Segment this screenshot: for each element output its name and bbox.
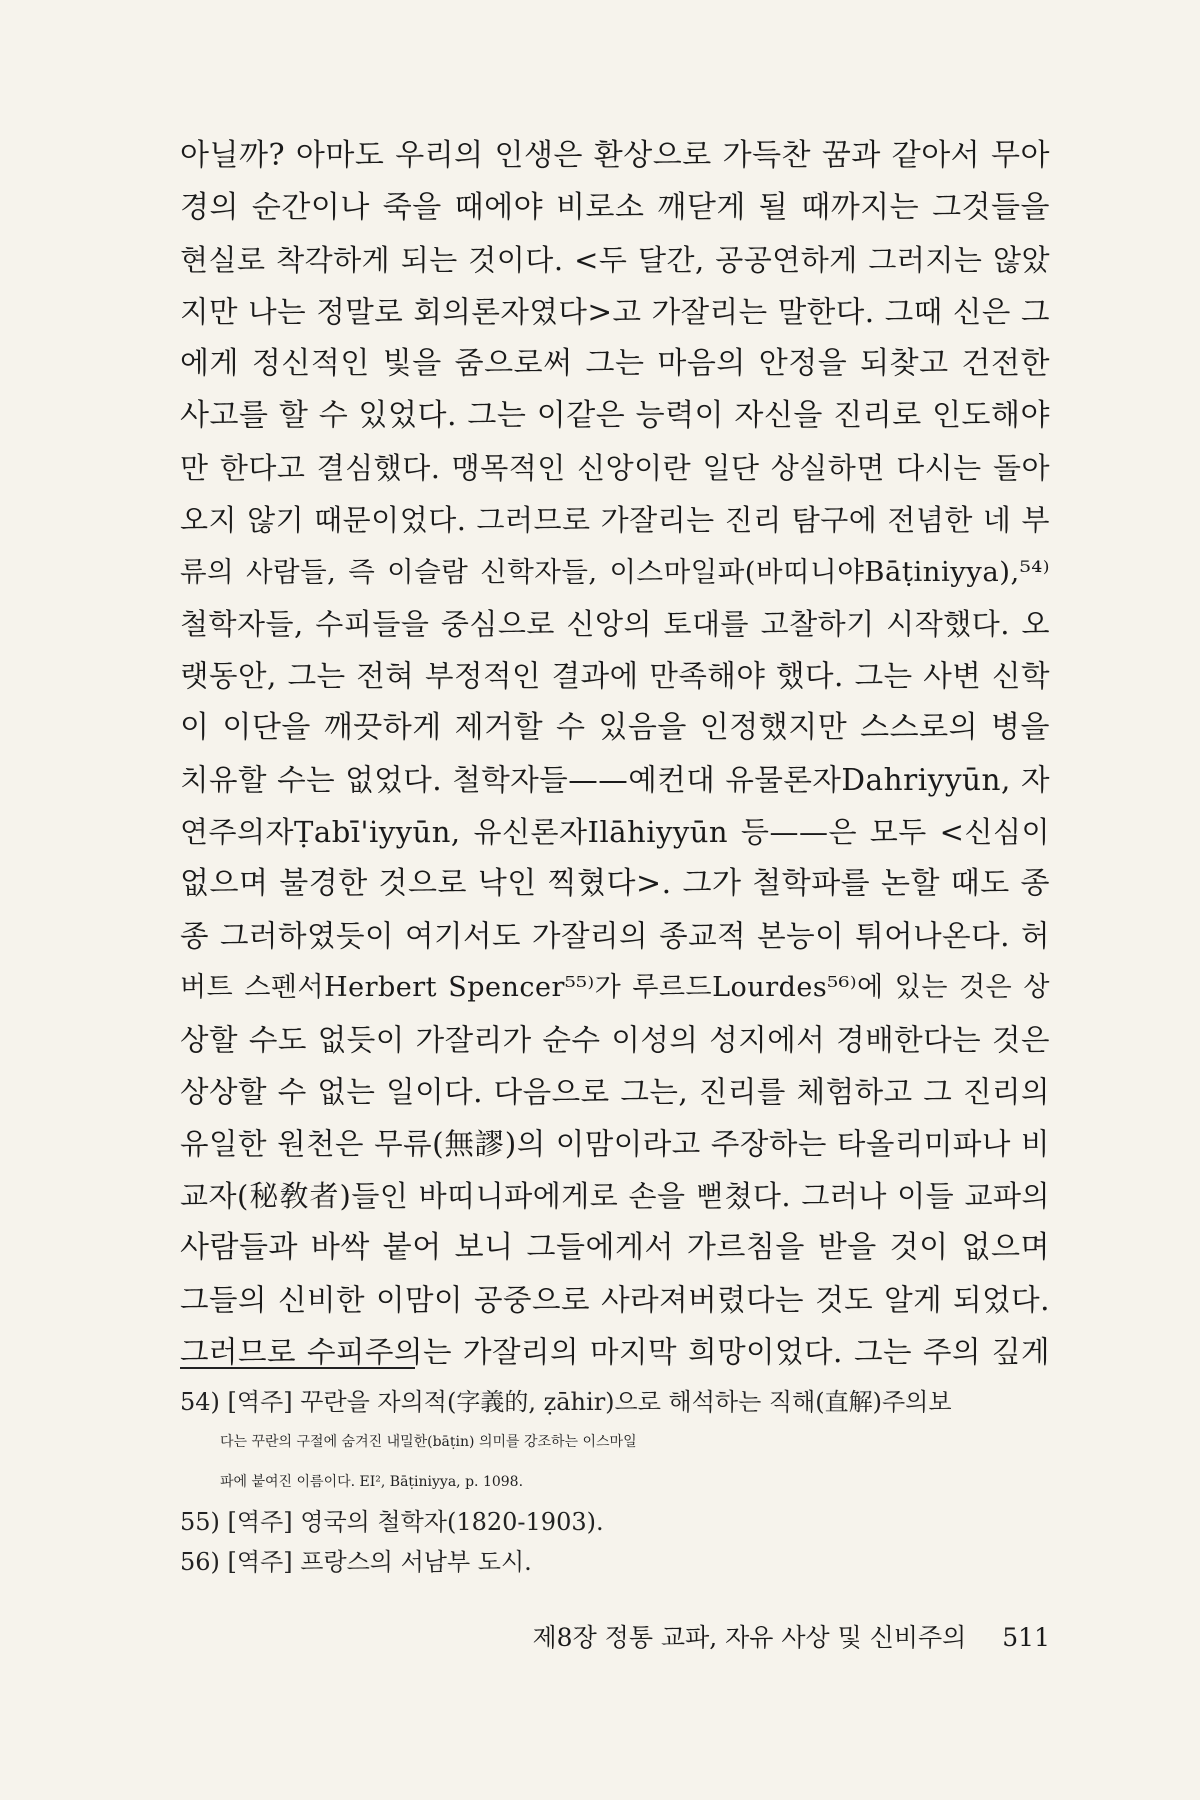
body-line: 상할 수도 없듯이 가잘리가 순수 이성의 성지에서 경배한다는 것은 (180, 1023, 1050, 1057)
body-line: 오지 않기 때문이었다. 그러므로 가잘리는 진리 탐구에 전념한 네 부 (180, 503, 1050, 537)
footnote-line: 54) [역주] 꾸란을 자의적(字義的, ẓāhir)으로 해석하는 직해(直解)주의보 (180, 1388, 952, 1416)
body-line: 그러므로 수피주의는 가잘리의 마지막 희망이었다. 그는 주의 깊게 (180, 1335, 1050, 1369)
footnote-line: 55) [역주] 영국의 철학자(1820-1903). (180, 1508, 604, 1536)
body-line: 그들의 신비한 이맘이 공중으로 사라져버렸다는 것도 알게 되었다. (180, 1283, 1050, 1317)
body-line: 사람들과 바싹 붙어 보니 그들에게서 가르침을 받을 것이 없으며 (180, 1230, 1050, 1265)
footnote-54 (180, 1382, 1050, 1502)
footnote-line: 다는 꾸란의 구절에 숨겨진 내밀한(bāṭin) 의미를 강조하는 이스마일 (220, 1434, 637, 1450)
body-line: 종 그러하였듯이 여기서도 가잘리의 종교적 본능이 튀어나온다. 허 (180, 919, 1050, 953)
body-line: 랫동안, 그는 전혀 부정적인 결과에 만족해야 했다. 그는 사변 신학 (180, 659, 1050, 693)
body-line: 연주의자Ṭabī'iyyūn, 유신론자Ilāhiyyūn 등——은 모두 <신심이 (180, 815, 1050, 849)
footnote-divider (180, 1367, 415, 1369)
footnote-56 (180, 1542, 1050, 1582)
footnote-55 (180, 1502, 1050, 1542)
footnotes-section (180, 1382, 1050, 1582)
body-line: 현실로 착각하게 되는 것이다. <두 달간, 공공연하게 그러지는 않았 (180, 243, 1050, 277)
body-line: 에게 정신적인 빛을 줌으로써 그는 마음의 안정을 되찾고 건전한 (180, 346, 1050, 381)
body-line: 아닐까? 아마도 우리의 인생은 환상으로 가득찬 꿈과 같아서 무아 (180, 138, 1050, 173)
body-line: 없으며 불경한 것으로 낙인 찍혔다>. 그가 철학파를 논할 때도 종 (180, 866, 1050, 901)
chapter-title: 제8장 정통 교파, 자유 사상 및 신비주의 (532, 1623, 967, 1652)
body-line: 철학자들, 수피들을 중심으로 신앙의 토대를 고찰하기 시작했다. 오 (180, 607, 1050, 641)
body-line: 사고를 할 수 있었다. 그는 이같은 능력이 자신을 진리로 인도해야 (180, 398, 1050, 433)
body-line: 치유할 수는 없었다. 철학자들——예컨대 유물론자Dahriyyūn, 자 (180, 763, 1050, 797)
body-line: 상상할 수 없는 일이다. 다음으로 그는, 진리를 체험하고 그 진리의 (180, 1075, 1050, 1109)
body-line: 이 이단을 깨끗하게 제거할 수 있음을 인정했지만 스스로의 병을 (180, 710, 1050, 745)
running-footer (533, 1618, 1050, 1658)
body-line: 버트 스펜서Herbert Spencer⁵⁵⁾가 루르드Lourdes⁵⁶⁾에 있는 것은 상 (180, 972, 1050, 1003)
footnote-line: 파에 붙여진 이름이다. EI², Bāṭiniyya, p. 1098. (220, 1474, 524, 1490)
body-line: 유일한 원천은 무류(無謬)의 이맘이라고 주장하는 타올리미파나 비 (180, 1127, 1050, 1161)
body-line: 교자(秘敎者)들인 바띠니파에게로 손을 뻗쳤다. 그러나 이들 교파의 (180, 1179, 1050, 1213)
page-number: 511 (1002, 1623, 1050, 1652)
body-line: 지만 나는 정말로 회의론자였다>고 가잘리는 말한다. 그때 신은 그 (180, 295, 1050, 329)
body-line: 류의 사람들, 즉 이슬람 신학자들, 이스마일파(바띠니야Bāṭiniyya),⁵⁴⁾ (180, 556, 1050, 588)
body-line: 만 한다고 결심했다. 맹목적인 신앙이란 일단 상실하면 다시는 돌아 (180, 451, 1050, 485)
main-body-text (180, 130, 1050, 1378)
footnote-line: 56) [역주] 프랑스의 서남부 도시. (180, 1548, 532, 1576)
body-line: 경의 순간이나 죽을 때에야 비로소 깨닫게 될 때까지는 그것들을 (180, 190, 1050, 225)
